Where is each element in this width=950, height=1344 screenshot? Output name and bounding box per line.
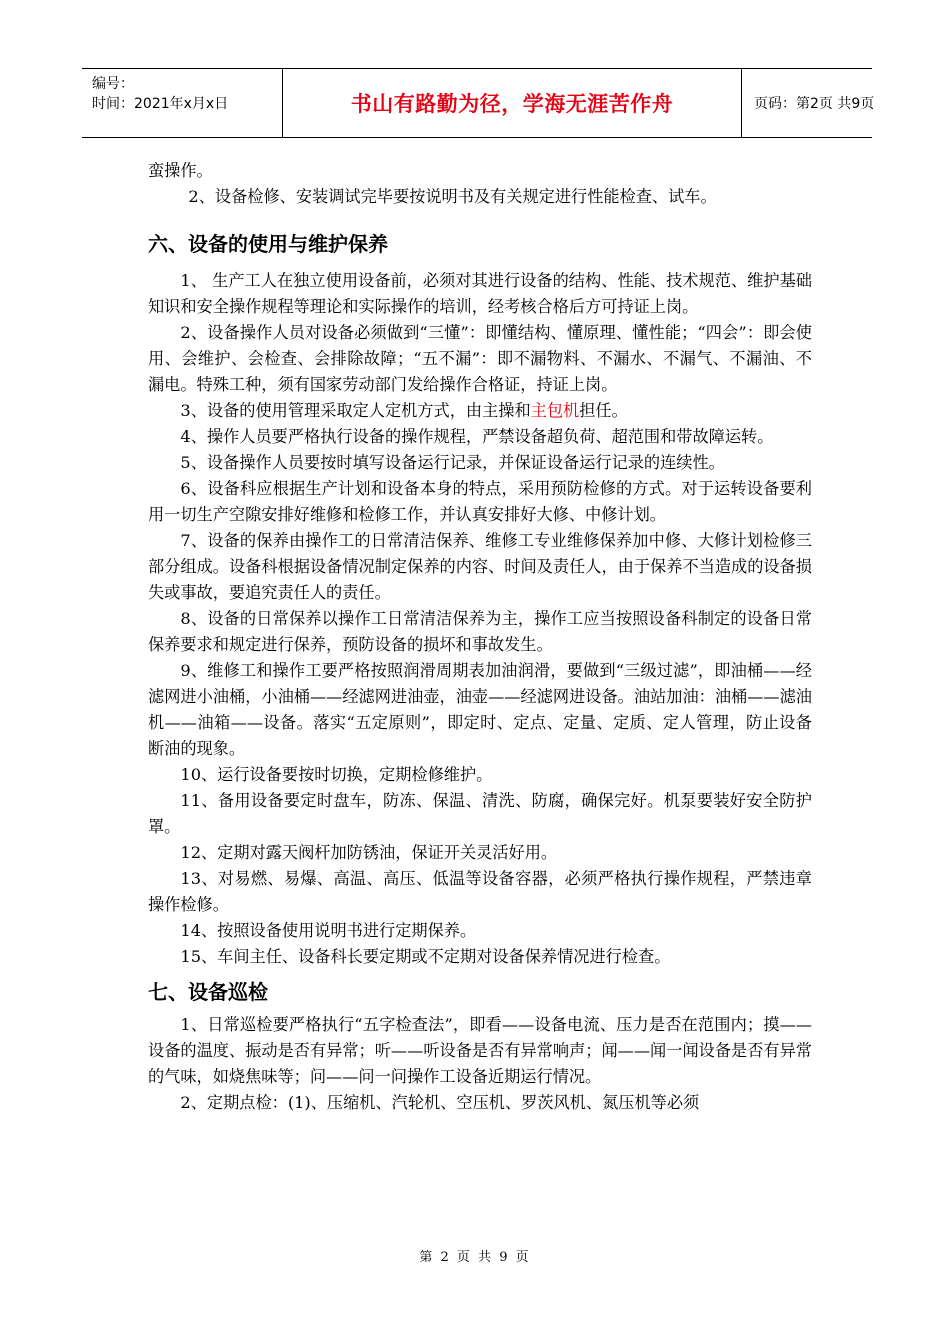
paragraph-text: 3、设备的使用管理采取定人定机方式，由主操和 [180,401,531,420]
paragraph: 10、运行设备要按时切换，定期检修维护。 [180,765,493,784]
header-info [82,69,282,137]
paragraph: 15、车间主任、设备科长要定期或不定期对设备保养情况进行检查。 [180,947,671,966]
header-motto: 书山有路勤为径，学海无涯苦作舟 [350,92,674,116]
doc-time-label: 时间：2021年x月x日 [92,96,229,112]
header-motto-cell [282,69,742,137]
paragraph: 蛮操作。 [148,161,213,180]
doc-number-label: 编号： [92,76,134,92]
paragraph: 8、设备的日常保养以操作工日常清洁保养为主，操作工应当按照设备科制定的设备日常保养要求和规定进行保养，预防设备的损坏和事故发生。 [148,609,812,654]
paragraph: 2、定期点检：(1)、压缩机、汽轮机、空压机、罗茨风机、氮压机等必须 [180,1093,700,1112]
paragraph: 1、日常巡检要严格执行“五字检查法”，即看——设备电流、压力是否在范围内；摸——设备的温度、振动是否有异常；听——听设备是否有异常响声；闻——闻一闻设备是否有异常的气味，如烧焦味等；问——问一问操作工设备近期运行情况。 [148,1015,812,1086]
paragraph: 12、定期对露天阀杆加防锈油，保证开关灵活好用。 [180,843,558,862]
paragraph: 13、对易燃、易爆、高温、高压、低温等设备容器，必须严格执行操作规程，严禁违章操作检修。 [148,869,812,914]
paragraph: 14、按照设备使用说明书进行定期保养。 [180,921,477,940]
paragraph: 6、设备科应根据生产计划和设备本身的特点，采用预防检修的方式。对于运转设备要利用一切生产空隙安排好维修和检修工作，并认真安排好大修、中修计划。 [148,479,812,524]
paragraph: 11、备用设备要定时盘车，防冻、保温、清洗、防腐，确保完好。机泵要装好安全防护罩。 [148,791,812,836]
page-header [82,68,875,138]
paragraph: 2、设备操作人员对设备必须做到“三懂”：即懂结构、懂原理、懂性能；“四会”：即会使用、会维护、会检查、会排除故障；“五不漏”：即不漏物料、不漏水、不漏气、不漏油、不漏电。特殊工种，须有国家劳动部门发给操作合格证，持证上岗。 [148,323,812,394]
paragraph: 2、设备检修、安装调试完毕要按说明书及有关规定进行性能检查、试车。 [188,187,717,206]
section-heading-6: 六、设备的使用与维护保养 [148,232,388,256]
paragraph [148,398,812,424]
document-body [148,158,812,1116]
paragraph: 9、维修工和操作工要严格按照润滑周期表加油润滑，要做到“三级过滤”，即油桶——经滤网进小油桶，小油桶——经滤网进油壶，油壶——经滤网进设备。油站加油：油桶——滤油机——油箱——设备。落实“五定原则”，即定时、定点、定量、定质、定人管理，防止设备断油的现象。 [148,661,812,758]
page-footer: 第 2 页 共 9 页 [419,1250,531,1265]
section-heading-7: 七、设备巡检 [148,980,268,1004]
highlighted-term: 主包机 [530,401,580,420]
paragraph: 7、设备的保养由操作工的日常清洁保养、维修工专业维修保养加中修、大修计划检修三部分组成。设备科根据设备情况制定保养的内容、时间及责任人，由于保养不当造成的设备损失或事故，要追究责任人的责任。 [148,531,812,602]
paragraph: 5、设备操作人员要按时填写设备运行记录，并保证设备运行记录的连续性。 [180,453,725,472]
paragraph-text: 担任。 [579,401,628,420]
header-page-label: 页码：第2页 共9页 [754,96,875,112]
paragraph: 4、操作人员要严格执行设备的操作规程，严禁设备超负荷、超范围和带故障运转。 [180,427,774,446]
paragraph: 1、 生产工人在独立使用设备前，必须对其进行设备的结构、性能、技术规范、维护基础知识和安全操作规程等理论和实际操作的培训，经考核合格后方可持证上岗。 [148,271,812,316]
